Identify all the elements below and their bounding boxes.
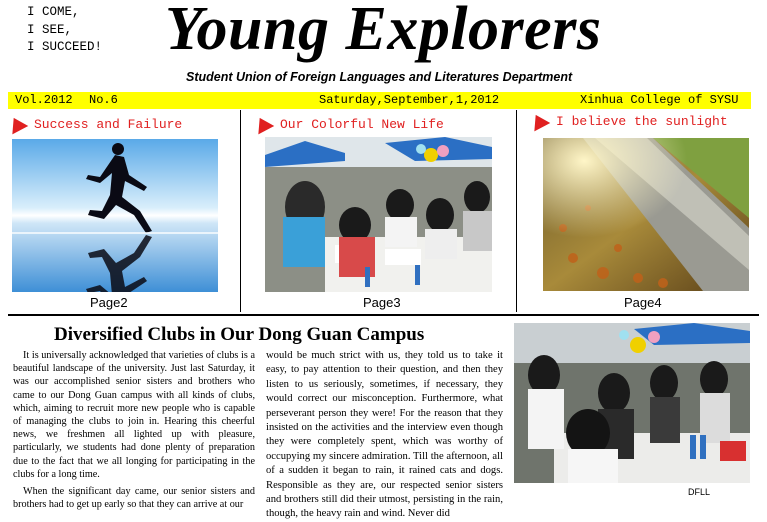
volume-label: Vol.2012	[15, 93, 73, 107]
column-divider	[516, 110, 517, 312]
issue-date: Saturday,September,1,2012	[319, 93, 500, 107]
section-label: I believe the sunlight	[556, 114, 728, 129]
page-link-2[interactable]: Page2	[90, 295, 128, 310]
students-at-table-photo[interactable]	[265, 137, 492, 292]
red-triangle-icon	[252, 114, 274, 135]
issue-number: No.6	[89, 93, 118, 107]
article-paragraph: It is universally acknowledged that varieties of clubs is a beautiful landscape of the university. Just last Saturday, it was our accomplished senior sisters and brothers who came to our Dong Guan campus with all kinds of clubs, which, aiming to recruit more new people who is capable of managing the clubs to join in. Hearing this cheerful news, we freshmen all lighted up with pleasure, particularly, we students had done plenty of preparation due to the fact that we all longing for participating in the clubs for a long time.	[13, 350, 255, 480]
motto-line-1: I COME,	[27, 5, 80, 19]
info-bar	[8, 92, 751, 109]
page-link-4[interactable]: Page4	[624, 295, 662, 310]
club-recruitment-photo[interactable]	[514, 323, 750, 483]
motto	[27, 4, 102, 57]
red-triangle-icon	[528, 111, 550, 132]
article-title: Diversified Clubs in Our Dong Guan Campus	[54, 324, 425, 345]
article-paragraph: would be much strict with us, they told us to take it easy, to pay attention to their question, and then they listen to us seriously, sometimes, if necessary, they would correct our misconception. Furthermore, what perseverant person they were! For the reason that they insisted on the activities and the interview even though they were completely spent, which was worthy of occupying my sincere admiration. Till the afternoon, all of a sudden it began to rain, it rained cats and dogs. Responsible as they are, our respected senior sisters and brothers still did their utmost, persisting in the rain, though, the heavy rain and wind. Never did	[266, 350, 503, 520]
newspaper-subtitle: Student Union of Foreign Languages and Literatures Department	[186, 70, 573, 84]
section-label: Our Colorful New Life	[280, 117, 444, 132]
photo-caption: DFLL	[688, 487, 711, 497]
stone-path-photo[interactable]	[543, 138, 749, 291]
motto-line-2: I SEE,	[27, 22, 73, 37]
article-paragraph: When the significant day came, our senior sisters and brothers had to get up early so that they can arrive at our	[13, 486, 255, 511]
column-divider	[240, 110, 241, 312]
silhouette-runner-image[interactable]	[12, 139, 218, 292]
article-column-1	[13, 349, 255, 511]
motto-line-3: I SUCCEED!	[27, 40, 103, 54]
newspaper-title: Young Explorers	[165, 0, 602, 63]
section-label: Success and Failure	[34, 117, 183, 132]
red-triangle-icon	[6, 114, 28, 135]
page-link-3[interactable]: Page3	[363, 295, 401, 310]
college-name: Xinhua College of SYSU	[580, 93, 739, 107]
article-column-2	[266, 349, 503, 522]
section-separator	[8, 314, 759, 316]
